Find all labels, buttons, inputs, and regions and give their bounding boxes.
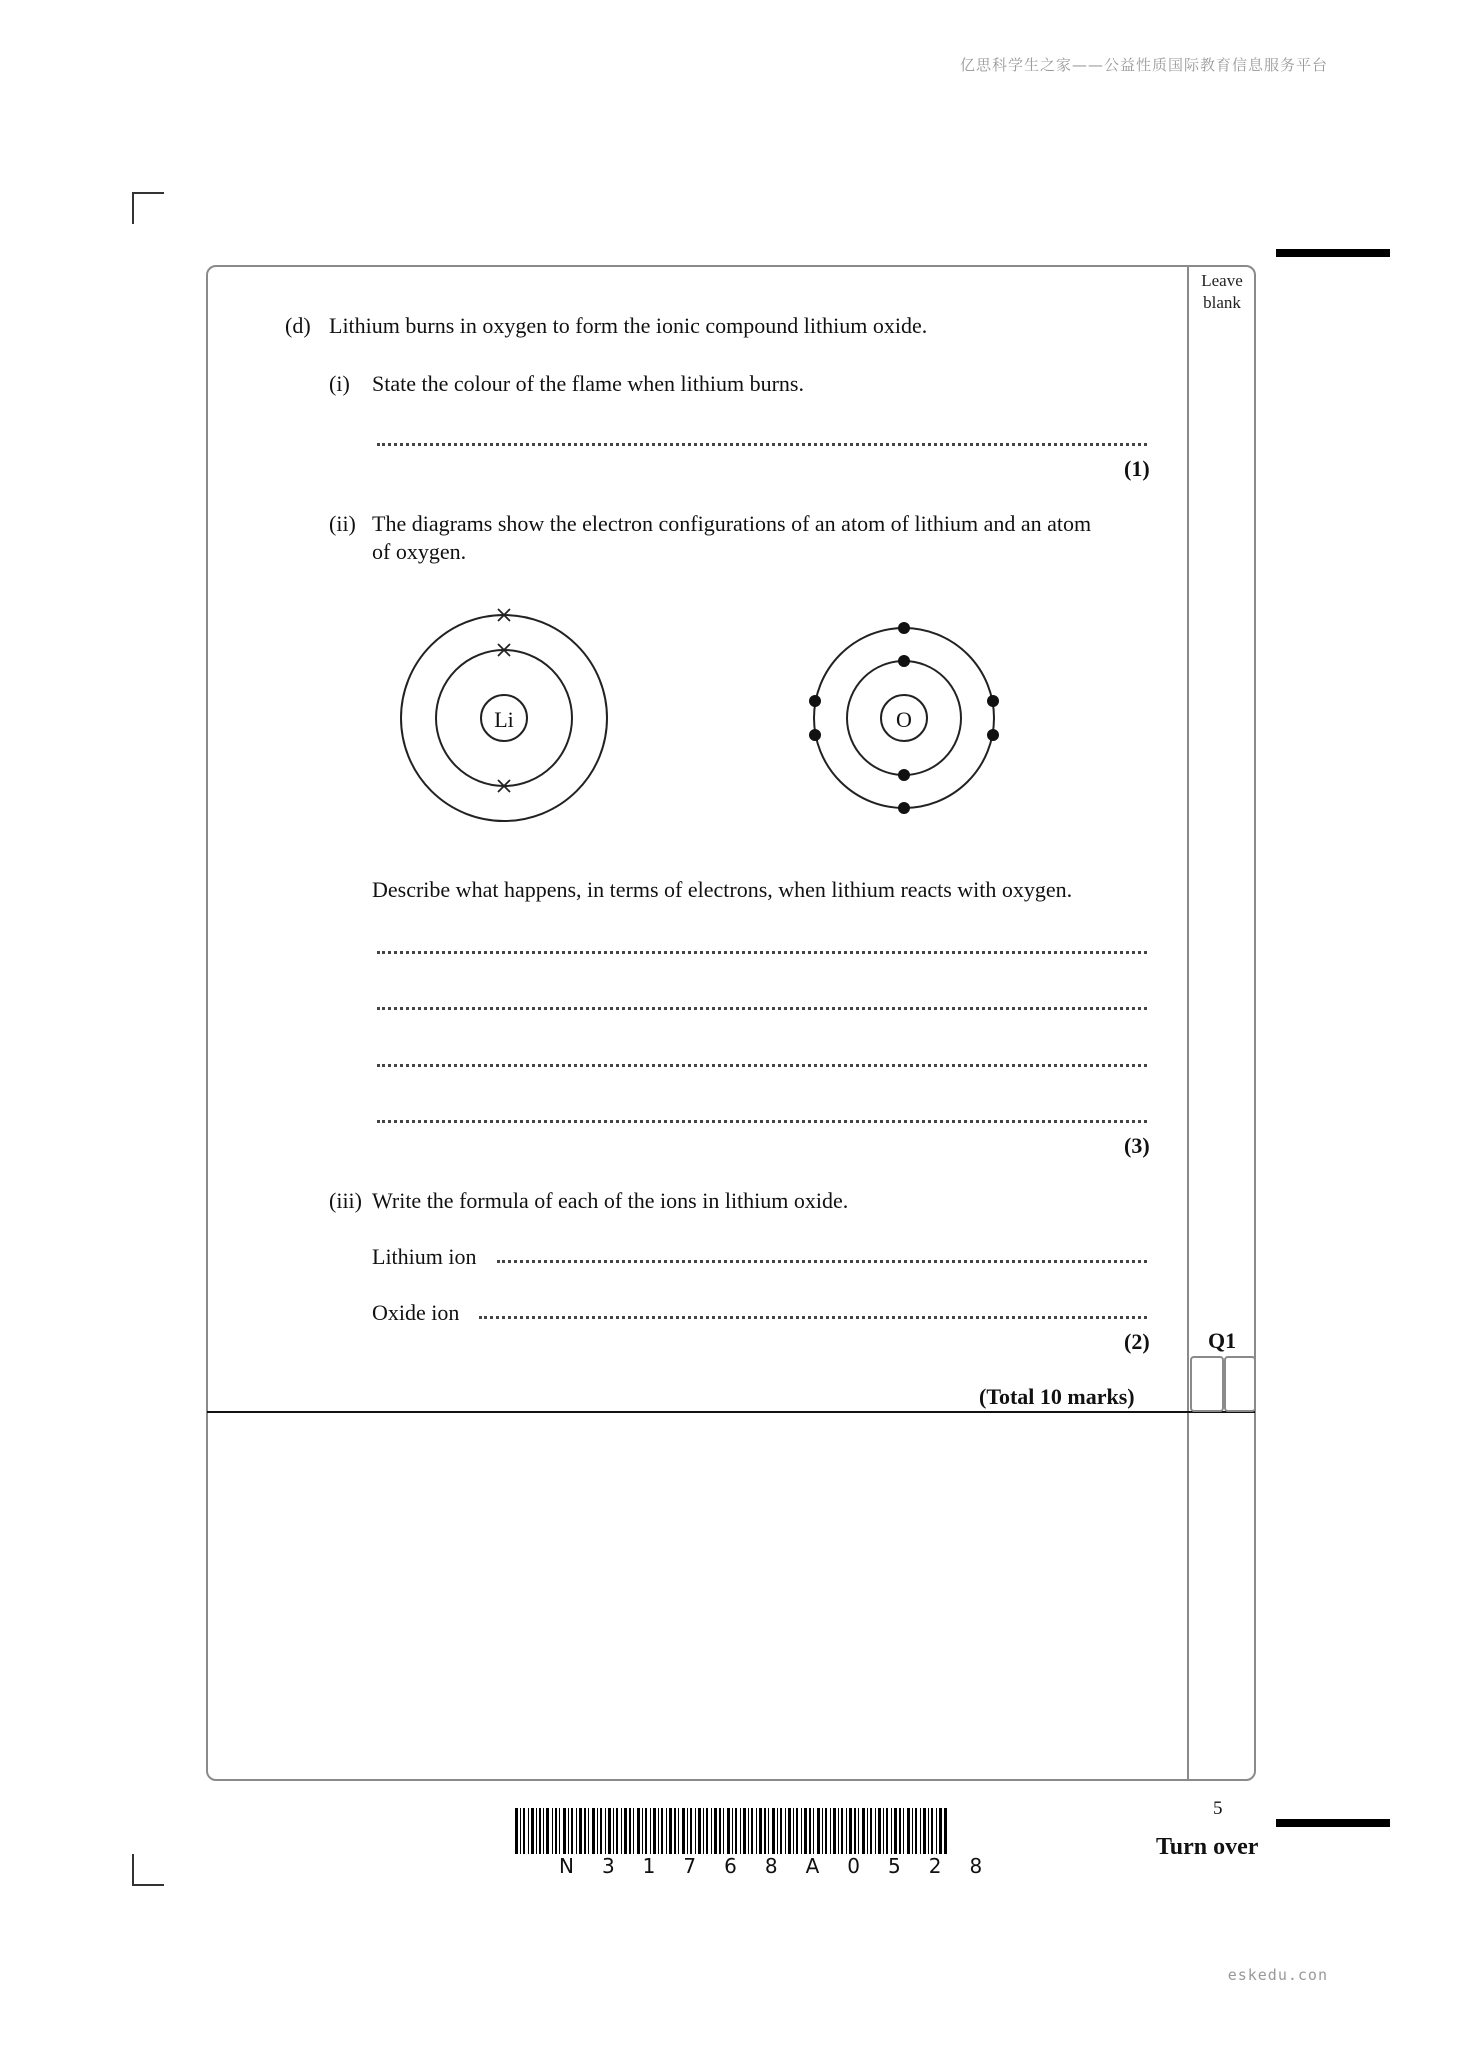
part-ii-text-line2: of oxygen. <box>372 539 467 564</box>
examiner-mark-box <box>1190 1356 1224 1412</box>
leave-blank-text: Leave blank <box>1201 271 1243 312</box>
end-of-question-rule <box>207 1411 1255 1413</box>
answer-line-ii-3[interactable] <box>377 1064 1147 1067</box>
oxygen-electron-dot <box>898 802 910 814</box>
marks-i: (1) <box>1124 456 1150 481</box>
part-iii-label: (iii) <box>329 1188 362 1213</box>
answer-line-ii-4[interactable] <box>377 1120 1147 1123</box>
oxygen-symbol: O <box>896 707 912 732</box>
oxygen-electron-dot <box>898 655 910 667</box>
part-i-label: (i) <box>329 371 350 396</box>
crop-mark-bottom-horizontal <box>132 1884 164 1886</box>
part-iii-text: Write the formula of each of the ions in lithium oxide. <box>372 1188 849 1213</box>
part-ii-prompt: Describe what happens, in terms of electrons, when lithium reacts with oxygen. <box>372 877 1073 902</box>
barcode-number: N31768A0528 <box>559 1854 1011 1878</box>
lithium-ion-label: Lithium ion <box>372 1244 477 1269</box>
oxygen-electron-dot <box>809 695 821 707</box>
answer-line-ii-2[interactable] <box>377 1007 1147 1010</box>
examiner-mark-box <box>1224 1356 1256 1412</box>
answer-line-ii-1[interactable] <box>377 951 1147 954</box>
oxygen-electron-dot <box>987 695 999 707</box>
oxide-ion-answer-line[interactable] <box>479 1316 1147 1319</box>
watermark-text: 亿思科学生之家——公益性质国际教育信息服务平台 <box>959 56 1328 74</box>
part-i-text: State the colour of the flame when lithium burns. <box>372 371 804 396</box>
part-d-text: Lithium burns in oxygen to form the ionic compound lithium oxide. <box>329 313 928 338</box>
oxygen-electron-dot <box>987 729 999 741</box>
barcode <box>515 1808 947 1854</box>
edge-bar-bottom <box>1276 1819 1390 1827</box>
part-d-label: (d) <box>285 313 311 338</box>
oxide-ion-label: Oxide ion <box>372 1300 460 1325</box>
crop-mark-bottom-vertical <box>132 1854 134 1886</box>
total-marks: (Total 10 marks) <box>979 1384 1135 1409</box>
marks-ii: (3) <box>1124 1133 1150 1158</box>
electron-diagrams <box>0 0 1458 900</box>
part-ii-text-line1: The diagrams show the electron configurations of an atom of lithium and an atom <box>372 511 1092 536</box>
page-number: 5 <box>1213 1798 1223 1819</box>
oxygen-electron-dot <box>898 622 910 634</box>
question-ref-label: Q1 <box>1208 1328 1237 1353</box>
oxygen-electron-dot <box>809 729 821 741</box>
marks-iii: (2) <box>1124 1329 1150 1354</box>
footer-site-text: eskedu.con <box>1227 1966 1328 1984</box>
lithium-ion-answer-line[interactable] <box>497 1260 1147 1263</box>
oxygen-electron-dot <box>898 769 910 781</box>
turn-over-label: Turn over <box>1156 1834 1259 1860</box>
lithium-symbol: Li <box>494 707 514 732</box>
part-ii-label: (ii) <box>329 511 356 536</box>
